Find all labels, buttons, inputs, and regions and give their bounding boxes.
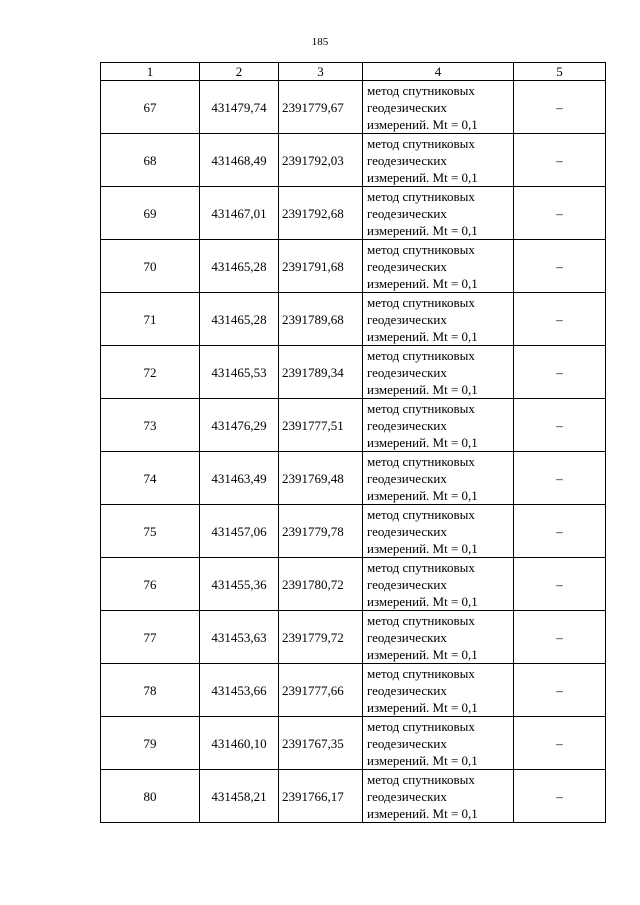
note-cell: – bbox=[514, 770, 606, 823]
method-cell bbox=[363, 664, 514, 717]
point-number-cell: 70 bbox=[101, 240, 200, 293]
y-coordinate-cell: 2391779,67 bbox=[279, 81, 363, 134]
method-cell bbox=[363, 134, 514, 187]
point-number-cell: 74 bbox=[101, 452, 200, 505]
method-line: геодезических bbox=[367, 788, 447, 804]
method-cell bbox=[363, 81, 514, 134]
method-line: метод спутниковых bbox=[367, 188, 475, 204]
table-row bbox=[101, 664, 606, 717]
method-cell bbox=[363, 187, 514, 240]
table-row bbox=[101, 611, 606, 664]
x-coordinate-cell: 431455,36 bbox=[200, 558, 279, 611]
x-coordinate-cell: 431465,28 bbox=[200, 240, 279, 293]
method-line: метод спутниковых bbox=[367, 82, 475, 98]
note-cell: – bbox=[514, 293, 606, 346]
method-cell bbox=[363, 346, 514, 399]
method-line: метод спутниковых bbox=[367, 506, 475, 522]
table-row bbox=[101, 81, 606, 134]
x-coordinate-cell: 431465,28 bbox=[200, 293, 279, 346]
method-line: измерений. Mt = 0,1 bbox=[367, 275, 478, 291]
point-number-cell: 71 bbox=[101, 293, 200, 346]
table-row bbox=[101, 505, 606, 558]
method-line: метод спутниковых bbox=[367, 771, 475, 787]
y-coordinate-cell: 2391792,03 bbox=[279, 134, 363, 187]
note-cell: – bbox=[514, 611, 606, 664]
y-coordinate-cell: 2391791,68 bbox=[279, 240, 363, 293]
point-number-cell: 73 bbox=[101, 399, 200, 452]
column-header-5: 5 bbox=[514, 63, 606, 81]
method-line: геодезических bbox=[367, 205, 447, 221]
column-header-4: 4 bbox=[363, 63, 514, 81]
method-cell bbox=[363, 505, 514, 558]
coordinates-table bbox=[100, 62, 606, 823]
table-body bbox=[101, 81, 606, 823]
x-coordinate-cell: 431468,49 bbox=[200, 134, 279, 187]
point-number-cell: 72 bbox=[101, 346, 200, 399]
y-coordinate-cell: 2391789,68 bbox=[279, 293, 363, 346]
method-line: метод спутниковых bbox=[367, 612, 475, 628]
header-row bbox=[101, 63, 606, 81]
method-cell bbox=[363, 770, 514, 823]
y-coordinate-cell: 2391780,72 bbox=[279, 558, 363, 611]
method-line: геодезических bbox=[367, 470, 447, 486]
note-cell: – bbox=[514, 399, 606, 452]
method-line: метод спутниковых bbox=[367, 453, 475, 469]
method-line: измерений. Mt = 0,1 bbox=[367, 593, 478, 609]
x-coordinate-cell: 431460,10 bbox=[200, 717, 279, 770]
note-cell: – bbox=[514, 558, 606, 611]
method-line: метод спутниковых bbox=[367, 665, 475, 681]
point-number-cell: 68 bbox=[101, 134, 200, 187]
x-coordinate-cell: 431463,49 bbox=[200, 452, 279, 505]
point-number-cell: 69 bbox=[101, 187, 200, 240]
note-cell: – bbox=[514, 346, 606, 399]
method-line: измерений. Mt = 0,1 bbox=[367, 752, 478, 768]
table-row bbox=[101, 717, 606, 770]
note-cell: – bbox=[514, 240, 606, 293]
column-header-1: 1 bbox=[101, 63, 200, 81]
y-coordinate-cell: 2391777,66 bbox=[279, 664, 363, 717]
y-coordinate-cell: 2391767,35 bbox=[279, 717, 363, 770]
method-line: метод спутниковых bbox=[367, 718, 475, 734]
page-number: 185 bbox=[311, 36, 329, 48]
method-line: метод спутниковых bbox=[367, 400, 475, 416]
table-header bbox=[101, 63, 606, 81]
note-cell: – bbox=[514, 81, 606, 134]
method-line: геодезических bbox=[367, 311, 447, 327]
y-coordinate-cell: 2391792,68 bbox=[279, 187, 363, 240]
method-line: геодезических bbox=[367, 682, 447, 698]
method-line: метод спутниковых bbox=[367, 135, 475, 151]
table-row bbox=[101, 452, 606, 505]
method-line: метод спутниковых bbox=[367, 294, 475, 310]
method-cell bbox=[363, 240, 514, 293]
method-line: измерений. Mt = 0,1 bbox=[367, 805, 478, 821]
table-row bbox=[101, 558, 606, 611]
column-header-2: 2 bbox=[200, 63, 279, 81]
point-number-cell: 79 bbox=[101, 717, 200, 770]
x-coordinate-cell: 431476,29 bbox=[200, 399, 279, 452]
x-coordinate-cell: 431453,63 bbox=[200, 611, 279, 664]
method-line: метод спутниковых bbox=[367, 241, 475, 257]
table-row bbox=[101, 346, 606, 399]
method-cell bbox=[363, 717, 514, 770]
x-coordinate-cell: 431467,01 bbox=[200, 187, 279, 240]
method-line: геодезических bbox=[367, 99, 447, 115]
table-row bbox=[101, 293, 606, 346]
table-row bbox=[101, 187, 606, 240]
x-coordinate-cell: 431453,66 bbox=[200, 664, 279, 717]
y-coordinate-cell: 2391766,17 bbox=[279, 770, 363, 823]
table-row bbox=[101, 399, 606, 452]
method-line: измерений. Mt = 0,1 bbox=[367, 434, 478, 450]
method-line: метод спутниковых bbox=[367, 347, 475, 363]
note-cell: – bbox=[514, 505, 606, 558]
method-cell bbox=[363, 611, 514, 664]
method-line: измерений. Mt = 0,1 bbox=[367, 699, 478, 715]
note-cell: – bbox=[514, 134, 606, 187]
method-cell bbox=[363, 399, 514, 452]
method-line: измерений. Mt = 0,1 bbox=[367, 540, 478, 556]
method-line: геодезических bbox=[367, 629, 447, 645]
method-line: измерений. Mt = 0,1 bbox=[367, 169, 478, 185]
note-cell: – bbox=[514, 717, 606, 770]
x-coordinate-cell: 431479,74 bbox=[200, 81, 279, 134]
point-number-cell: 67 bbox=[101, 81, 200, 134]
method-line: измерений. Mt = 0,1 bbox=[367, 646, 478, 662]
note-cell: – bbox=[514, 187, 606, 240]
method-line: геодезических bbox=[367, 523, 447, 539]
table-row bbox=[101, 770, 606, 823]
x-coordinate-cell: 431457,06 bbox=[200, 505, 279, 558]
y-coordinate-cell: 2391777,51 bbox=[279, 399, 363, 452]
y-coordinate-cell: 2391789,34 bbox=[279, 346, 363, 399]
table-row bbox=[101, 134, 606, 187]
method-line: геодезических bbox=[367, 417, 447, 433]
point-number-cell: 75 bbox=[101, 505, 200, 558]
x-coordinate-cell: 431465,53 bbox=[200, 346, 279, 399]
method-line: геодезических bbox=[367, 735, 447, 751]
note-cell: – bbox=[514, 664, 606, 717]
y-coordinate-cell: 2391769,48 bbox=[279, 452, 363, 505]
method-cell bbox=[363, 452, 514, 505]
method-cell bbox=[363, 558, 514, 611]
method-line: метод спутниковых bbox=[367, 559, 475, 575]
method-line: измерений. Mt = 0,1 bbox=[367, 222, 478, 238]
method-line: измерений. Mt = 0,1 bbox=[367, 381, 478, 397]
method-line: геодезических bbox=[367, 152, 447, 168]
method-line: измерений. Mt = 0,1 bbox=[367, 116, 478, 132]
y-coordinate-cell: 2391779,72 bbox=[279, 611, 363, 664]
note-cell: – bbox=[514, 452, 606, 505]
point-number-cell: 77 bbox=[101, 611, 200, 664]
point-number-cell: 80 bbox=[101, 770, 200, 823]
method-line: измерений. Mt = 0,1 bbox=[367, 328, 478, 344]
method-line: геодезических bbox=[367, 258, 447, 274]
method-line: геодезических bbox=[367, 576, 447, 592]
method-line: измерений. Mt = 0,1 bbox=[367, 487, 478, 503]
point-number-cell: 78 bbox=[101, 664, 200, 717]
method-line: геодезических bbox=[367, 364, 447, 380]
point-number-cell: 76 bbox=[101, 558, 200, 611]
y-coordinate-cell: 2391779,78 bbox=[279, 505, 363, 558]
x-coordinate-cell: 431458,21 bbox=[200, 770, 279, 823]
method-cell bbox=[363, 293, 514, 346]
column-header-3: 3 bbox=[279, 63, 363, 81]
table-row bbox=[101, 240, 606, 293]
